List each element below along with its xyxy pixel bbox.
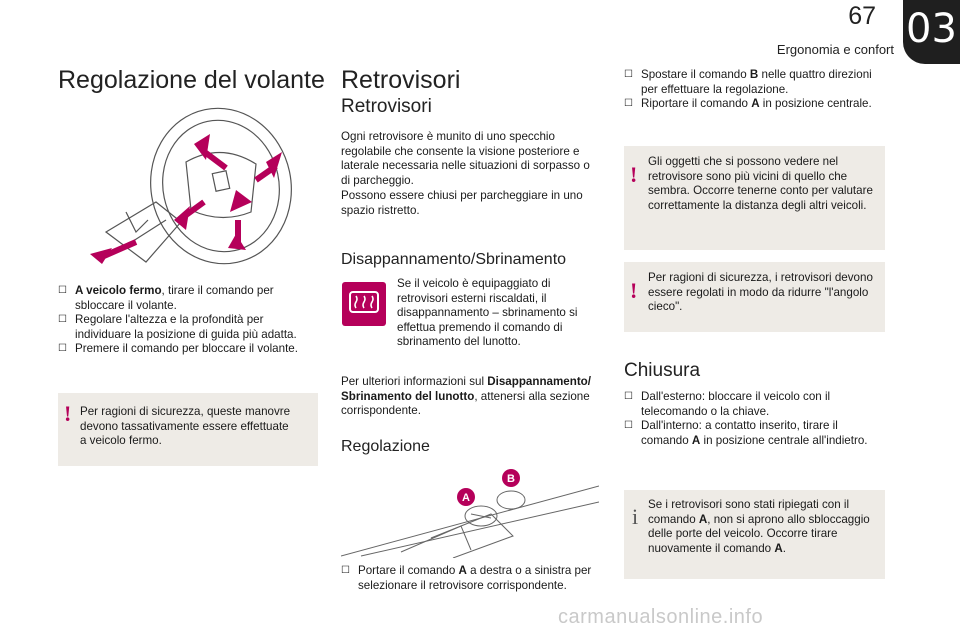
- exclamation-icon: !: [630, 162, 638, 187]
- defrost-text: Se il veicolo è equipaggiato di retrovisori esterni riscaldati, il disappannamento – sbrinamento si effettua premendo il comando di sbrinamento del lunotto.: [397, 277, 578, 349]
- mirrors-intro-2: Possono essere chiusi per parcheggiare in uno spazio ristretto.: [341, 189, 583, 217]
- list-item: ☐ Riportare il comando A in posizione centrale.: [624, 97, 872, 111]
- checkbox-marker-icon: ☐: [624, 98, 633, 110]
- warning-note-steering: ! Per ragioni di sicurezza, queste manovre devono tassativamente essere effettuate a veicolo fermo.: [58, 393, 318, 466]
- checkbox-marker-icon: ☐: [58, 343, 67, 355]
- checkbox-marker-icon: ☐: [624, 420, 633, 432]
- list-item: ☐ Dall'esterno: bloccare il veicolo con il telecomando o la chiave.: [624, 390, 831, 418]
- closing-steps: [624, 390, 886, 448]
- warning-note-distance: ! Gli oggetti che si possono vedere nel retrovisore sono più vicini di quello che sembra. Occorre tenerne conto per valutare correttamente la distanza degli altri veicoli.: [624, 146, 885, 250]
- adjust-heading: Regolazione: [341, 438, 430, 455]
- mirror-control-illustration: [341, 466, 599, 558]
- label-a: A: [462, 492, 470, 504]
- rear-defrost-icon: [342, 282, 386, 326]
- subsection-title-mirrors: Retrovisori: [341, 96, 432, 117]
- list-item: ☐ Regolare l'altezza e la profondità per individuare la posizione di guida più adatta.: [58, 313, 297, 341]
- info-note-folded: i Se i retrovisori sono stati ripiegati con il comando A, non si aprono allo sbloccaggio delle porte del veicolo. Occorre tirare nuovamente il comando A.: [624, 490, 885, 579]
- list-item: ☐ Portare il comando A a destra o a sinistra per selezionare il retrovisore corrispondente.: [341, 564, 592, 592]
- adjust-steps-continued: [624, 68, 886, 112]
- chapter-tab: 03: [903, 0, 960, 64]
- adjust-steps: [341, 564, 597, 593]
- watermark: carmanualsonline.info: [558, 606, 764, 628]
- checkbox-marker-icon: ☐: [341, 565, 350, 576]
- list-item: ☐ Premere il comando per bloccare il volante.: [58, 342, 298, 356]
- page-number: 67: [848, 2, 876, 30]
- warning-note-blindspot: ! Per ragioni di sicurezza, i retrovisori devono essere regolati in modo da ridurre "l'angolo cieco".: [624, 262, 885, 332]
- defrost-heading: Disappannamento/Sbrinamento: [341, 251, 567, 268]
- exclamation-icon: !: [64, 401, 72, 426]
- mirrors-intro: Ogni retrovisore è munito di uno specchio regolabile che consente la visione posteriore e laterale necessaria nelle situazioni di sorpasso o di parcheggio.: [341, 130, 590, 187]
- list-item: ☐ A veicolo fermo, tirare il comando per sbloccare il volante.: [58, 284, 274, 312]
- exclamation-icon: !: [630, 278, 638, 303]
- label-b: B: [507, 473, 515, 485]
- section-title-mirrors: Retrovisori: [341, 66, 461, 94]
- chapter-title: Ergonomia e confort: [776, 42, 894, 57]
- closing-heading: Chiusura: [624, 360, 701, 381]
- checkbox-marker-icon: ☐: [58, 314, 67, 326]
- info-i-icon: i: [632, 504, 639, 529]
- list-item: ☐ Dall'interno: a contatto inserito, tirare il comando A in posizione centrale all'indietro.: [624, 419, 868, 447]
- defrost-more-info: Per ulteriori informazioni sul Disappannamento/ Sbrinamento del lunotto, attenersi alla sezione corrispondente.: [341, 375, 591, 418]
- steering-steps: [58, 284, 320, 357]
- list-item: ☐ Spostare il comando B nelle quattro direzioni per effettuare la regolazione.: [624, 68, 872, 96]
- checkbox-marker-icon: ☐: [624, 69, 633, 80]
- checkbox-marker-icon: ☐: [58, 285, 67, 296]
- checkbox-marker-icon: ☐: [624, 391, 633, 402]
- section-title-steering: Regolazione del volante: [58, 66, 325, 94]
- steering-wheel-illustration: [86, 102, 320, 274]
